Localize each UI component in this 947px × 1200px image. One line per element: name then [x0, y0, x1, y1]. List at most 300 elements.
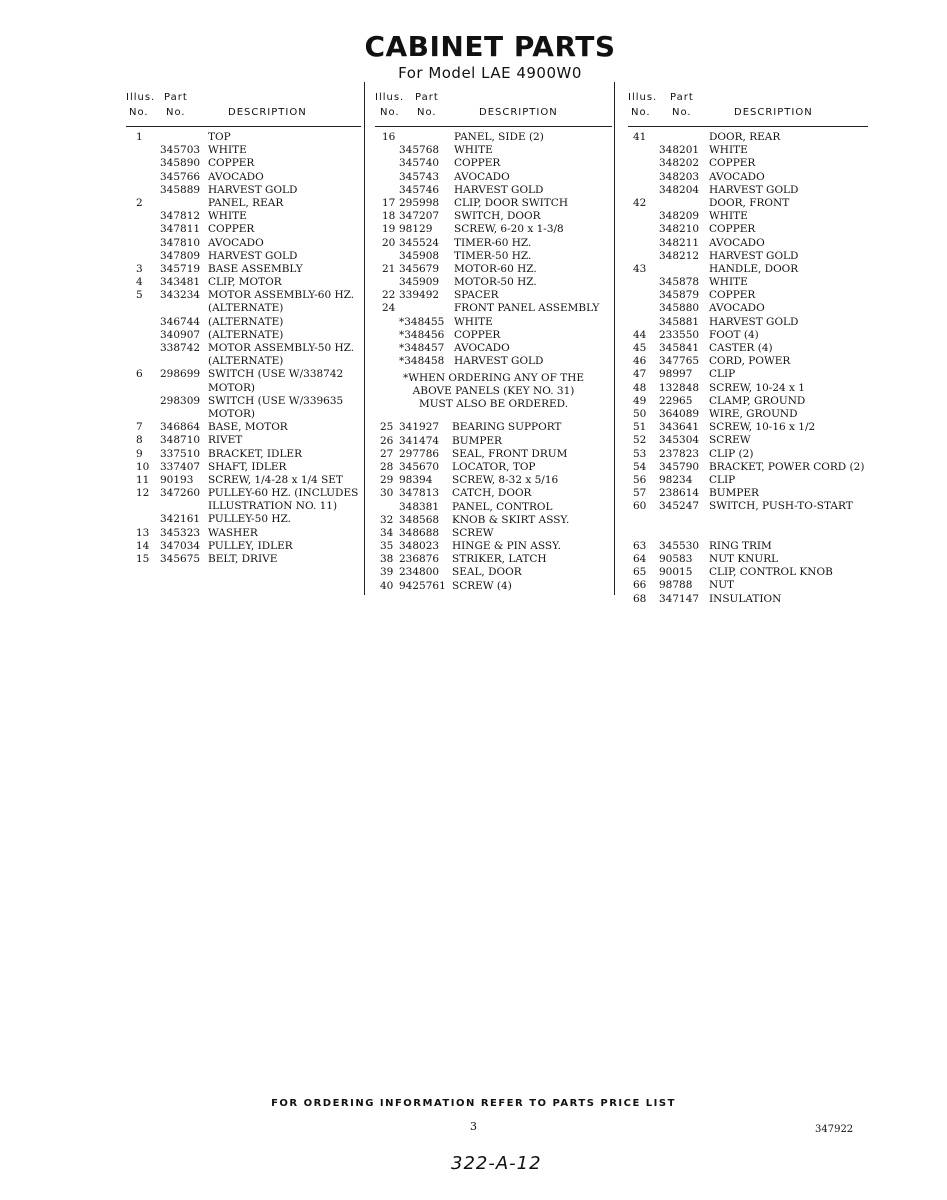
- part-number: 98788: [659, 579, 693, 592]
- parts-row: [375, 250, 612, 263]
- parts-row: [126, 368, 361, 381]
- part-description: BELT, DRIVE: [208, 553, 278, 565]
- part-description: PULLEY, IDLER: [208, 539, 293, 552]
- parts-row: [628, 593, 868, 606]
- illus-number: 44: [633, 328, 647, 341]
- part-number: 347147: [659, 592, 700, 605]
- part-header-top: Part: [164, 92, 188, 103]
- part-description: MOTOR-60 HZ.: [454, 262, 537, 275]
- illus-number: 21: [382, 262, 396, 275]
- part-number: 346864: [160, 421, 201, 434]
- parts-row: [375, 184, 612, 197]
- part-header-bottom: No.: [417, 107, 437, 118]
- part-description: COPPER: [709, 289, 756, 302]
- parts-row: [375, 263, 612, 276]
- illus-number: 42: [633, 196, 647, 209]
- part-description: SCREW: [452, 526, 494, 539]
- ordering-info-footer: FOR ORDERING INFORMATION REFER TO PARTS PRICE LIST: [271, 1098, 676, 1109]
- illus-number: 12: [136, 487, 150, 500]
- illus-number: 2: [136, 196, 143, 209]
- part-description: ILLUSTRATION NO. 11): [208, 500, 338, 513]
- parts-row: [375, 461, 612, 474]
- part-description: SCREW, 10-24 x 1: [709, 381, 805, 394]
- parts-row: [126, 131, 361, 144]
- parts-row: [628, 223, 868, 236]
- illus-number: 54: [633, 460, 647, 473]
- parts-row: [628, 276, 868, 289]
- illus-number: 4: [136, 276, 143, 289]
- part-number: 348204: [659, 183, 700, 196]
- part-number: 348688: [399, 526, 440, 539]
- parts-row: [375, 289, 612, 302]
- parts-row: [628, 368, 868, 381]
- parts-row: [375, 342, 612, 355]
- part-number: *348458: [399, 355, 445, 368]
- part-description: TIMER-50 HZ.: [454, 249, 532, 262]
- description-header: DESCRIPTION: [734, 107, 813, 118]
- illus-number: 48: [633, 381, 647, 394]
- parts-row: [628, 316, 868, 329]
- part-number: 339492: [399, 289, 440, 302]
- part-description: AVOCADO: [709, 170, 765, 183]
- parts-row: [628, 474, 868, 487]
- parts-row: [126, 157, 361, 170]
- parts-row: [126, 184, 361, 197]
- part-number: 9425761: [399, 579, 446, 592]
- illus-number: 30: [380, 487, 394, 500]
- part-number: 348023: [399, 540, 440, 553]
- part-number: 234800: [399, 566, 440, 579]
- part-number: 98129: [399, 223, 433, 236]
- parts-column-2: [375, 92, 612, 593]
- illus-number: 16: [382, 131, 396, 143]
- part-number: 345908: [399, 249, 440, 262]
- part-description: CLIP, CONTROL KNOB: [709, 566, 833, 579]
- parts-list: [126, 131, 361, 566]
- part-description: (ALTERNATE): [208, 315, 284, 328]
- parts-row: [628, 184, 868, 197]
- parts-row: [628, 448, 868, 461]
- parts-row: [126, 513, 361, 526]
- parts-row: [375, 197, 612, 210]
- illus-number: 29: [380, 474, 394, 487]
- part-description: CLIP (2): [709, 447, 754, 460]
- part-header-top: Part: [670, 92, 694, 103]
- part-number: 347810: [160, 236, 201, 249]
- illus-number: 46: [633, 355, 647, 368]
- part-description: MOTOR): [208, 407, 255, 420]
- part-number: 295998: [399, 196, 440, 209]
- parts-row: [628, 527, 868, 540]
- part-number: 345703: [160, 144, 201, 157]
- part-number: 347765: [659, 355, 700, 368]
- illus-number: 43: [633, 262, 647, 275]
- part-number: 345746: [399, 183, 440, 196]
- part-description: MOTOR ASSEMBLY-60 HZ.: [208, 289, 355, 302]
- parts-row: [375, 329, 612, 342]
- part-number: 237823: [659, 447, 700, 460]
- parts-row: [628, 487, 868, 500]
- page-number: 3: [470, 1120, 477, 1133]
- part-number: 345675: [160, 553, 201, 565]
- part-description: AVOCADO: [454, 342, 510, 354]
- illus-number: 66: [633, 579, 647, 592]
- part-number: 345881: [659, 315, 700, 328]
- description-header: DESCRIPTION: [479, 107, 558, 118]
- illus-header-top: Illus.: [628, 92, 658, 103]
- part-description: NUT KNURL: [709, 553, 779, 565]
- parts-row: [628, 210, 868, 223]
- parts-row: [126, 171, 361, 184]
- parts-row: [628, 329, 868, 342]
- illus-header-bottom: No.: [129, 107, 149, 118]
- parts-row: [126, 250, 361, 263]
- part-description: HARVEST GOLD: [454, 183, 544, 196]
- part-description: MOTOR ASSEMBLY-50 HZ.: [208, 342, 355, 354]
- part-description: BRACKET, IDLER: [208, 447, 302, 460]
- part-number: 345909: [399, 276, 440, 289]
- part-description: AVOCADO: [454, 170, 510, 183]
- parts-row: [628, 540, 868, 553]
- part-description: BASE, MOTOR: [208, 421, 288, 434]
- part-description: SHAFT, IDLER: [208, 460, 287, 473]
- illus-number: 10: [136, 460, 150, 473]
- part-description: PULLEY-50 HZ.: [208, 513, 291, 526]
- part-description: WHITE: [208, 144, 247, 157]
- parts-row: [126, 263, 361, 276]
- part-description: FOOT (4): [709, 328, 759, 341]
- illus-number: 3: [136, 262, 143, 275]
- part-number: *348456: [399, 328, 445, 341]
- part-description: WHITE: [208, 210, 247, 223]
- parts-row: [126, 553, 361, 566]
- parts-row: [126, 527, 361, 540]
- part-number: 90583: [659, 553, 693, 565]
- part-number: 345768: [399, 144, 440, 157]
- illus-number: 13: [136, 526, 150, 539]
- part-description: CLIP: [709, 473, 736, 486]
- part-description: INSULATION: [709, 592, 782, 605]
- part-number: 345766: [160, 170, 201, 183]
- part-description: (ALTERNATE): [208, 302, 284, 315]
- parts-row: [628, 157, 868, 170]
- parts-row: [126, 342, 361, 355]
- ordering-note-line: *WHEN ORDERING ANY OF THE: [402, 372, 585, 385]
- part-number: 348568: [399, 513, 440, 526]
- part-number: 233550: [659, 328, 700, 341]
- parts-row: [375, 316, 612, 329]
- parts-row: [628, 171, 868, 184]
- part-description: MOTOR-50 HZ.: [454, 276, 537, 289]
- part-number: 345743: [399, 170, 440, 183]
- part-number: 345247: [659, 500, 700, 513]
- parts-row: [628, 131, 868, 144]
- part-description: SCREW (4): [452, 579, 512, 592]
- part-description: BRACKET, POWER CORD (2): [709, 460, 865, 473]
- column-divider: [364, 82, 365, 595]
- parts-row: [628, 144, 868, 157]
- illus-number: 56: [633, 473, 647, 486]
- ordering-note: [375, 368, 612, 417]
- part-description: NUT: [709, 579, 735, 592]
- part-number: 348381: [399, 500, 440, 513]
- part-description: COPPER: [454, 328, 501, 341]
- part-description: PULLEY-60 HZ. (INCLUDES: [208, 487, 359, 500]
- parts-row: [126, 408, 361, 421]
- part-header-top: Part: [415, 92, 439, 103]
- parts-row: [126, 474, 361, 487]
- parts-row: [628, 382, 868, 395]
- part-description: MOTOR): [208, 381, 255, 394]
- part-description: SPACER: [454, 289, 499, 302]
- part-number: 348710: [160, 434, 201, 447]
- parts-list: [375, 131, 612, 368]
- part-number: *348457: [399, 342, 445, 354]
- part-number: 345878: [659, 276, 700, 289]
- parts-row: [628, 461, 868, 474]
- part-description: AVOCADO: [709, 302, 765, 315]
- part-number: 348209: [659, 210, 700, 223]
- part-description: PANEL, CONTROL: [452, 500, 553, 513]
- parts-row: [126, 421, 361, 434]
- part-number: 298699: [160, 368, 201, 381]
- illus-number: 9: [136, 447, 143, 460]
- parts-column-1: [126, 92, 361, 566]
- part-description: RIVET: [208, 434, 243, 447]
- part-number: 22965: [659, 394, 693, 407]
- handwritten-note: 322-A-12: [451, 1153, 542, 1174]
- parts-row: [628, 302, 868, 315]
- part-description: TOP: [208, 131, 231, 143]
- illus-number: 28: [380, 460, 394, 473]
- illus-number: 1: [136, 131, 143, 143]
- illus-number: 27: [380, 447, 394, 460]
- part-description: SWITCH (USE W/338742: [208, 368, 344, 381]
- description-header: DESCRIPTION: [228, 107, 307, 118]
- parts-row: [375, 514, 612, 527]
- part-description: BASE ASSEMBLY: [208, 262, 303, 275]
- parts-row: [628, 566, 868, 579]
- parts-row: [628, 553, 868, 566]
- part-number: 337407: [160, 460, 201, 473]
- part-description: HINGE & PIN ASSY.: [452, 540, 562, 553]
- parts-row: [375, 157, 612, 170]
- parts-row: [126, 487, 361, 500]
- part-description: AVOCADO: [208, 170, 264, 183]
- part-description: WHITE: [709, 144, 748, 157]
- part-description: HARVEST GOLD: [709, 249, 799, 262]
- illus-number: 63: [633, 539, 647, 552]
- part-number: 347207: [399, 210, 440, 223]
- part-number: 238614: [659, 487, 700, 500]
- illus-number: 40: [380, 579, 394, 592]
- part-number: 348212: [659, 249, 700, 262]
- part-description: SCREW, 1/4-28 x 1/4 SET: [208, 473, 343, 486]
- illus-number: 5: [136, 289, 143, 302]
- part-number: 345530: [659, 539, 700, 552]
- illus-number: 41: [633, 131, 647, 143]
- part-number: 345889: [160, 183, 201, 196]
- part-number: 345841: [659, 342, 700, 354]
- illus-number: 19: [382, 223, 396, 236]
- part-description: WASHER: [208, 526, 258, 539]
- part-number: 364089: [659, 407, 700, 420]
- model-subtitle: For Model LAE 4900W0: [398, 64, 582, 82]
- parts-row: [628, 579, 868, 592]
- parts-row: [375, 355, 612, 368]
- parts-row: [375, 210, 612, 223]
- part-number: 345304: [659, 434, 700, 447]
- parts-row: [628, 434, 868, 447]
- illus-number: 45: [633, 342, 647, 354]
- part-description: SWITCH, PUSH-TO-START: [709, 500, 853, 513]
- parts-row: [375, 527, 612, 540]
- part-description: DOOR, REAR: [709, 131, 781, 143]
- parts-row: [375, 171, 612, 184]
- illus-number: 7: [136, 421, 143, 434]
- part-number: 338742: [160, 342, 201, 354]
- illus-number: 52: [633, 434, 647, 447]
- part-number: 345880: [659, 302, 700, 315]
- parts-row: [126, 434, 361, 447]
- part-number: 345670: [399, 460, 440, 473]
- part-number: 345524: [399, 236, 440, 249]
- illus-number: 57: [633, 487, 647, 500]
- part-number: 345740: [399, 157, 440, 170]
- part-description: SWITCH (USE W/339635: [208, 394, 344, 407]
- parts-row: [375, 435, 612, 448]
- illus-number: 51: [633, 421, 647, 434]
- part-number: 297786: [399, 447, 440, 460]
- part-description: AVOCADO: [709, 236, 765, 249]
- part-number: *348455: [399, 315, 445, 328]
- part-number: 343641: [659, 421, 700, 434]
- parts-row: [126, 316, 361, 329]
- part-number: 347809: [160, 249, 201, 262]
- illus-number: 8: [136, 434, 143, 447]
- illus-number: 15: [136, 553, 150, 565]
- part-number: 340907: [160, 328, 201, 341]
- part-description: STRIKER, LATCH: [452, 553, 547, 566]
- parts-row: [126, 448, 361, 461]
- parts-row: [126, 144, 361, 157]
- parts-row: [126, 329, 361, 342]
- part-number: 345790: [659, 460, 700, 473]
- parts-row: [126, 276, 361, 289]
- illus-number: 34: [380, 526, 394, 539]
- illus-number: 50: [633, 407, 647, 420]
- parts-list: [375, 421, 612, 592]
- part-header-bottom: No.: [166, 107, 186, 118]
- part-number: 347260: [160, 487, 201, 500]
- part-description: WHITE: [454, 144, 493, 157]
- illus-header-top: Illus.: [375, 92, 405, 103]
- illus-number: 39: [380, 566, 394, 579]
- part-number: 342161: [160, 513, 201, 526]
- parts-column-3: [628, 92, 868, 606]
- part-description: COPPER: [709, 157, 756, 170]
- parts-row: [126, 461, 361, 474]
- parts-row: [375, 540, 612, 553]
- part-description: HARVEST GOLD: [454, 355, 544, 368]
- part-number: 90015: [659, 566, 693, 579]
- parts-row: [375, 131, 612, 144]
- parts-row: [628, 500, 868, 513]
- part-description: COPPER: [208, 157, 255, 170]
- part-description: BUMPER: [709, 487, 759, 500]
- illus-number: 26: [380, 434, 394, 447]
- part-description: CLAMP, GROUND: [709, 394, 806, 407]
- part-description: WIRE, GROUND: [709, 407, 798, 420]
- parts-row: [628, 197, 868, 210]
- part-number: 348203: [659, 170, 700, 183]
- part-description: TIMER-60 HZ.: [454, 236, 532, 249]
- parts-row: [375, 276, 612, 289]
- part-description: COPPER: [454, 157, 501, 170]
- part-description: SCREW, 8-32 x 5/16: [452, 474, 559, 487]
- parts-row: [126, 382, 361, 395]
- part-number: 348210: [659, 223, 700, 236]
- part-number: 132848: [659, 381, 700, 394]
- parts-row: [375, 487, 612, 500]
- part-number: 345679: [399, 262, 440, 275]
- parts-row: [375, 421, 612, 434]
- part-description: CLIP, MOTOR: [208, 276, 282, 289]
- illus-number: 22: [382, 289, 396, 302]
- illus-number: 47: [633, 368, 647, 381]
- illus-number: 53: [633, 447, 647, 460]
- part-number: 343234: [160, 289, 201, 302]
- illus-header-top: Illus.: [126, 92, 156, 103]
- parts-row: [375, 302, 612, 315]
- parts-row: [628, 355, 868, 368]
- part-description: WHITE: [709, 276, 748, 289]
- parts-row: [126, 302, 361, 315]
- parts-row: [126, 395, 361, 408]
- illus-number: 35: [380, 540, 394, 553]
- parts-row: [375, 474, 612, 487]
- illus-number: 18: [382, 210, 396, 223]
- part-number: 337510: [160, 447, 201, 460]
- parts-row: [375, 144, 612, 157]
- parts-row: [375, 501, 612, 514]
- parts-row: [628, 513, 868, 526]
- illus-number: 20: [382, 236, 396, 249]
- part-header-bottom: No.: [672, 107, 692, 118]
- part-description: HANDLE, DOOR: [709, 262, 799, 275]
- illus-number: 14: [136, 539, 150, 552]
- parts-row: [375, 566, 612, 579]
- parts-row: [628, 289, 868, 302]
- part-number: 345890: [160, 157, 201, 170]
- part-description: CATCH, DOOR: [452, 487, 532, 500]
- part-number: 341474: [399, 434, 440, 447]
- illus-number: 65: [633, 566, 647, 579]
- parts-row: [126, 500, 361, 513]
- parts-row: [126, 237, 361, 250]
- part-number: 98997: [659, 368, 693, 381]
- document-number: 347922: [815, 1124, 854, 1135]
- illus-number: 6: [136, 368, 143, 381]
- part-description: CORD, POWER: [709, 355, 791, 368]
- illus-number: 24: [382, 302, 396, 315]
- part-description: PANEL, SIDE (2): [454, 131, 544, 143]
- part-description: SCREW, 10-16 x 1/2: [709, 421, 816, 434]
- part-description: BUMPER: [452, 434, 502, 447]
- parts-row: [126, 197, 361, 210]
- illus-header-bottom: No.: [631, 107, 651, 118]
- column-header: [375, 92, 612, 127]
